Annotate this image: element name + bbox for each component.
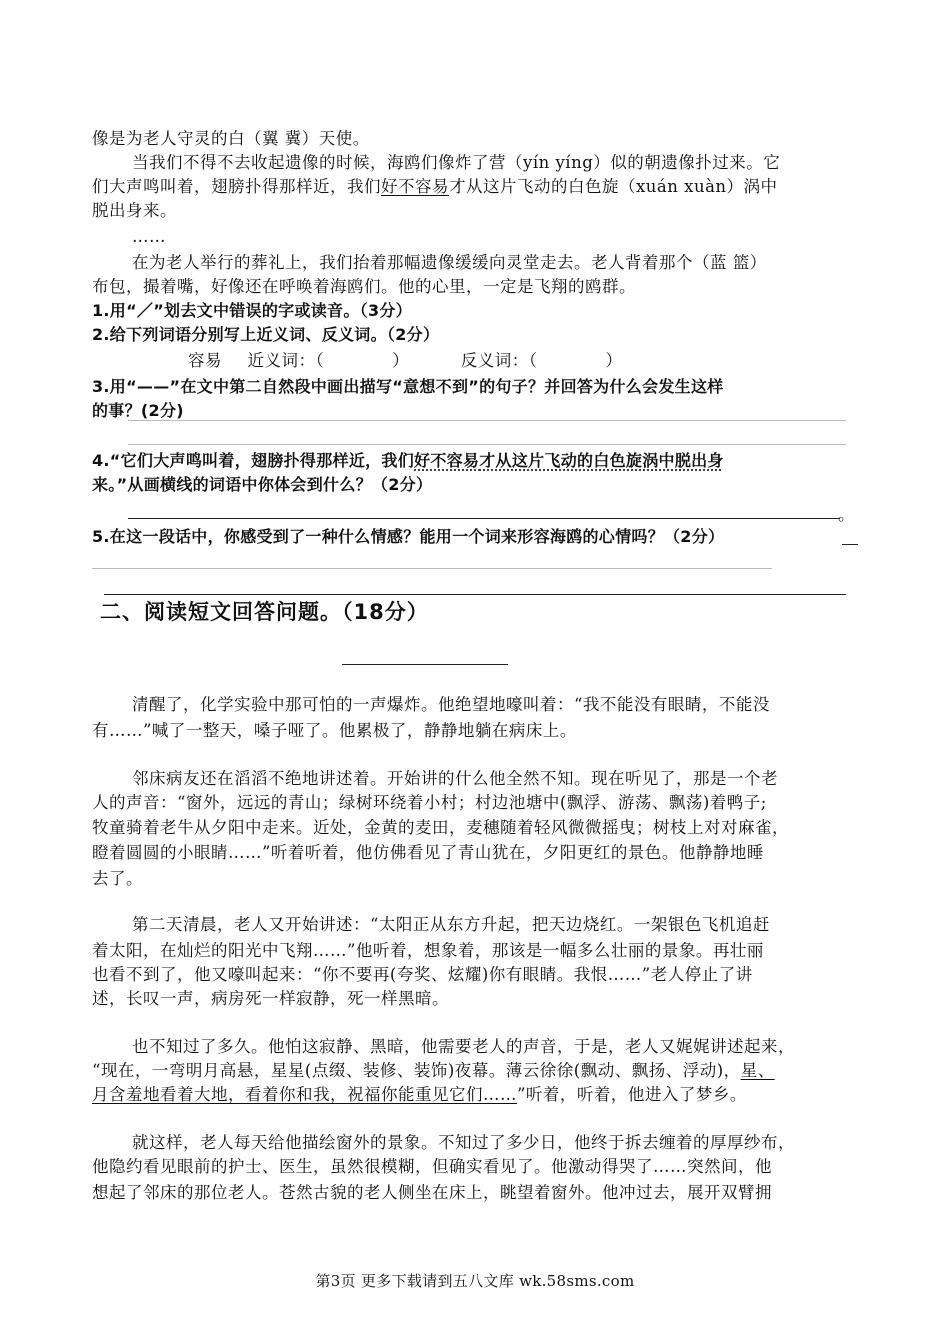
question-2: 2.给下列词语分别写上近义词、反义词。（2分） — [92, 325, 440, 344]
passage2-text: ”听着，听着，他进入了梦乡。 — [517, 1085, 747, 1104]
passage1-line: 当我们不得不去收起遗像的时候，海鸥们像炸了营（yín yíng）似的朝遗像扑过来。它 — [132, 153, 781, 172]
q4-text: 4.“它们大声鸣叫着，翅膀扑得那样近，我们 — [92, 451, 415, 470]
answer-line[interactable] — [92, 568, 772, 569]
passage1-text: 才从这片飞动的白色旋（xuán xuàn）涡中 — [449, 177, 778, 196]
question-2-answers — [188, 348, 788, 374]
passage2-line: 瞪着圆圆的小眼睛……”听着听着，他仿佛看见了青山犹在，夕阳更红的景色。他静静地睡 — [92, 843, 764, 862]
passage1-line — [92, 174, 862, 200]
underlined-phrase: 好不容易 — [414, 451, 480, 470]
synonym-field[interactable]: 近义词：（ ） — [247, 351, 410, 370]
passage2-line: 牧童骑着老牛从夕阳中走来。近处，金黄的麦田，麦穗随着轻风微微摇曳；树枝上对对麻雀， — [92, 818, 789, 837]
question-4 — [92, 448, 862, 474]
title-blank-line[interactable] — [342, 664, 508, 665]
passage1-text: 们大声鸣叫着，翅膀扑得那样近，我们 — [92, 177, 381, 196]
passage1-line: 像是为老人守灵的白（翼 冀）天使。 — [92, 129, 370, 148]
ellipsis: …… — [132, 227, 166, 246]
passage2-line: 邻床病友还在滔滔不绝地讲述着。开始讲的什么他全然不知。现在听见了，那是一个老 — [132, 769, 778, 788]
passage1-line: 布包，撮着嘴，好像还在呼唤着海鸥们。他的心里，一定是飞翔的鸥群。 — [92, 277, 636, 296]
underlined-sentence: 星、 — [740, 1061, 775, 1080]
question-1: 1.用“／”划去文中错误的字或读音。（3分） — [92, 301, 412, 320]
answer-line[interactable] — [128, 444, 846, 445]
passage2-line: 去了。 — [92, 869, 143, 888]
passage2-line: 第二天清晨，老人又开始讲述：“太阳正从东方升起，把天边烧红。一架银色飞机追赶 — [132, 915, 770, 934]
answer-line[interactable] — [842, 544, 858, 545]
passage2-line: 也不知过了多久。他怕这寂静、黑暗，他需要老人的声音，于是，老人又娓娓讲述起来， — [132, 1037, 795, 1056]
passage2-line: 就这样，老人每天给他描绘窗外的景象。不知过了多少日，他终于拆去缠着的厚厚纱布， — [132, 1133, 795, 1152]
answer-line[interactable] — [128, 420, 846, 421]
passage1-line: 在为老人举行的葬礼上，我们抬着那幅遗像缓缓向灵堂走去。老人背着那个（蓝 篮） — [132, 253, 767, 272]
section-heading: 二、阅读短文回答问题。（18分） — [100, 600, 429, 624]
answer-line[interactable] — [128, 518, 840, 519]
passage2-line: 想起了邻床的那位老人。苍然古貌的老人侧坐在床上，眺望着窗外。他冲过去，展开双臂拥 — [92, 1183, 772, 1202]
passage2-line — [92, 1082, 862, 1108]
answer-end-mark: 。 — [838, 505, 855, 524]
passage2-line: 述，长叹一声，病房死一样寂静，死一样黑暗。 — [92, 989, 449, 1008]
question-5: 5.在这一段话中，你感受到了一种什么情感？能用一个词来形容海鸥的心情吗？（2分） — [92, 527, 725, 546]
passage2-line: 有……”喊了一整天，嗓子哑了。他累极了，静静地躺在病床上。 — [92, 721, 577, 740]
passage2-line: 清醒了，化学实验中那可怕的一声爆炸。他绝望地嚎叫着：“我不能没有眼睛，不能没 — [132, 695, 770, 714]
question-3: 3.用“——”在文中第二自然段中画出描写“意想不到”的句子？并回答为什么会发生这样 — [92, 377, 724, 396]
passage2-line — [92, 1058, 862, 1084]
question-4-cont: 来。”从画横线的词语中你体会到什么？（2分） — [92, 475, 433, 494]
passage2-line: 人的声音：“窗外，远远的青山；绿树环绕着小村；村边池塘中(飘浮、游荡、飘荡)着鸭子; — [92, 793, 767, 812]
answer-line[interactable] — [104, 594, 846, 595]
q2-word: 容易 — [188, 351, 222, 370]
page-footer: 第3页 更多下载请到五八文库 wk.58sms.com — [315, 1272, 635, 1290]
antonym-field[interactable]: 反义词：（ ） — [460, 351, 623, 370]
passage2-line: 着太阳，在灿烂的阳光中飞翔……”他听着，想象着，那该是一幅多么壮丽的景象。再壮丽 — [92, 941, 764, 960]
passage2-text: “现在，一弯明月高悬，星星(点缀、装修、装饰)夜幕。薄云徐徐(飘动、飘扬、浮动)， — [92, 1061, 741, 1080]
passage2-line: 也看不到了，他又嚎叫起来：“你不要再(夸奖、炫耀)你有眼睛。我恨……”老人停止了讲 — [92, 965, 753, 984]
passage2-line: 他隐约看见眼前的护士、医生，虽然很模糊，但确实看见了。他激动得哭了……突然间，他 — [92, 1157, 772, 1176]
dotted-text: 才从这片飞动的白色旋涡中脱出身 — [479, 451, 724, 470]
underlined-sentence: 月含羞地看着大地，看着你和我，祝福你能重见它们…… — [92, 1085, 517, 1104]
question-3-cont: 的事？(2分) — [92, 401, 184, 420]
underlined-phrase: 好不容易 — [381, 177, 449, 196]
passage1-line: 脱出身来。 — [92, 201, 177, 220]
